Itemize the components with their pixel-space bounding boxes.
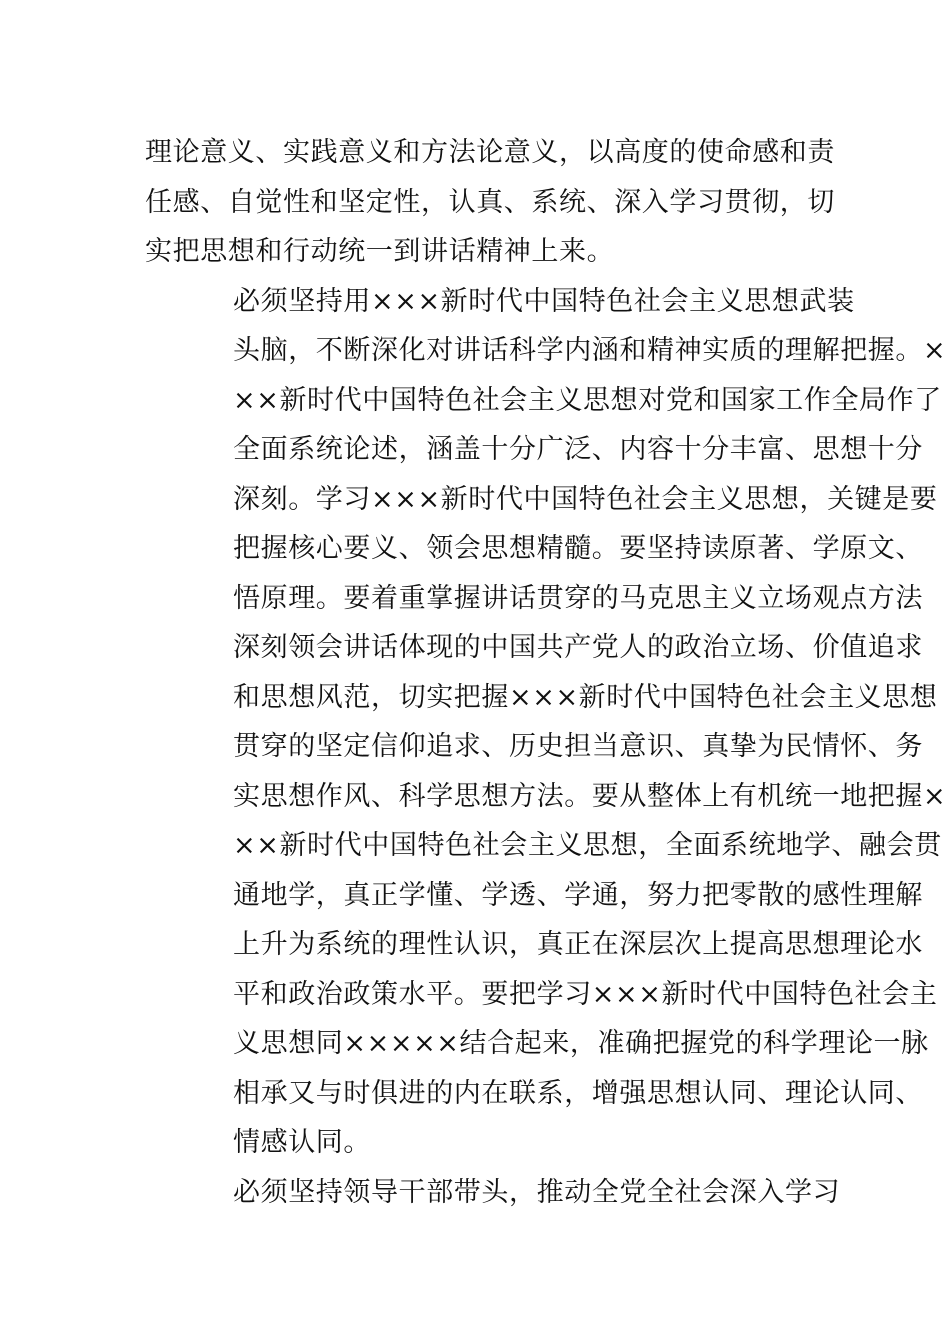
text-line: ××新时代中国特色社会主义思想对党和国家工作全局作了 <box>233 384 942 416</box>
paragraph <box>145 1168 841 1218</box>
text-line: 平和政治政策水平。要把学习×××新时代中国特色社会主 <box>233 978 938 1010</box>
text-line: 贯穿的坚定信仰追求、历史担当意识、真挚为民情怀、务 <box>233 731 923 762</box>
text-line: 悟原理。要着重掌握讲话贯穿的马克思主义立场观点方法 <box>233 582 923 614</box>
text-line: 任感、自觉性和坚定性，认真、系统、深入学习贯彻，切 <box>145 186 835 218</box>
text-line: 通地学，真正学懂、学透、学通，努力把零散的感性理解 <box>233 879 923 911</box>
text-line: 上升为系统的理性认识，真正在深层次上提高思想理论水 <box>233 929 923 960</box>
paragraph <box>145 277 947 1168</box>
text-line: 实把思想和行动统一到讲话精神上来。 <box>145 236 615 267</box>
text-line: 把握核心要义、领会思想精髓。要坚持读原著、学原文、 <box>233 533 923 564</box>
text-line: 全面系统论述，涵盖十分广泛、内容十分丰富、思想十分 <box>233 434 923 465</box>
text-line: 义思想同×××××结合起来，准确把握党的科学理论一脉 <box>233 1028 929 1059</box>
text-line: ××新时代中国特色社会主义思想，全面系统地学、融会贯 <box>233 830 942 861</box>
text-line: 必须坚持用×××新时代中国特色社会主义思想武装 <box>233 285 855 317</box>
text-line: 情感认同。 <box>233 1127 371 1158</box>
text-line: 头脑，不断深化对讲话科学内涵和精神实质的理解把握。× <box>233 335 947 366</box>
text-line: 实思想作风、科学思想方法。要从整体上有机统一地把握× <box>233 780 947 812</box>
paragraph <box>145 128 835 277</box>
text-line: 深刻领会讲话体现的中国共产党人的政治立场、价值追求 <box>233 632 923 663</box>
text-line: 深刻。学习×××新时代中国特色社会主义思想，关键是要 <box>233 483 938 515</box>
text-line: 理论意义、实践意义和方法论意义，以高度的使命感和责 <box>145 137 835 168</box>
text-line: 和思想风范，切实把握×××新时代中国特色社会主义思想 <box>233 681 938 713</box>
document-body <box>145 128 947 1217</box>
text-line: 相承又与时俱进的内在联系，增强思想认同、理论认同、 <box>233 1077 923 1109</box>
text-line: 必须坚持领导干部带头，推动全党全社会深入学习 <box>233 1176 841 1208</box>
